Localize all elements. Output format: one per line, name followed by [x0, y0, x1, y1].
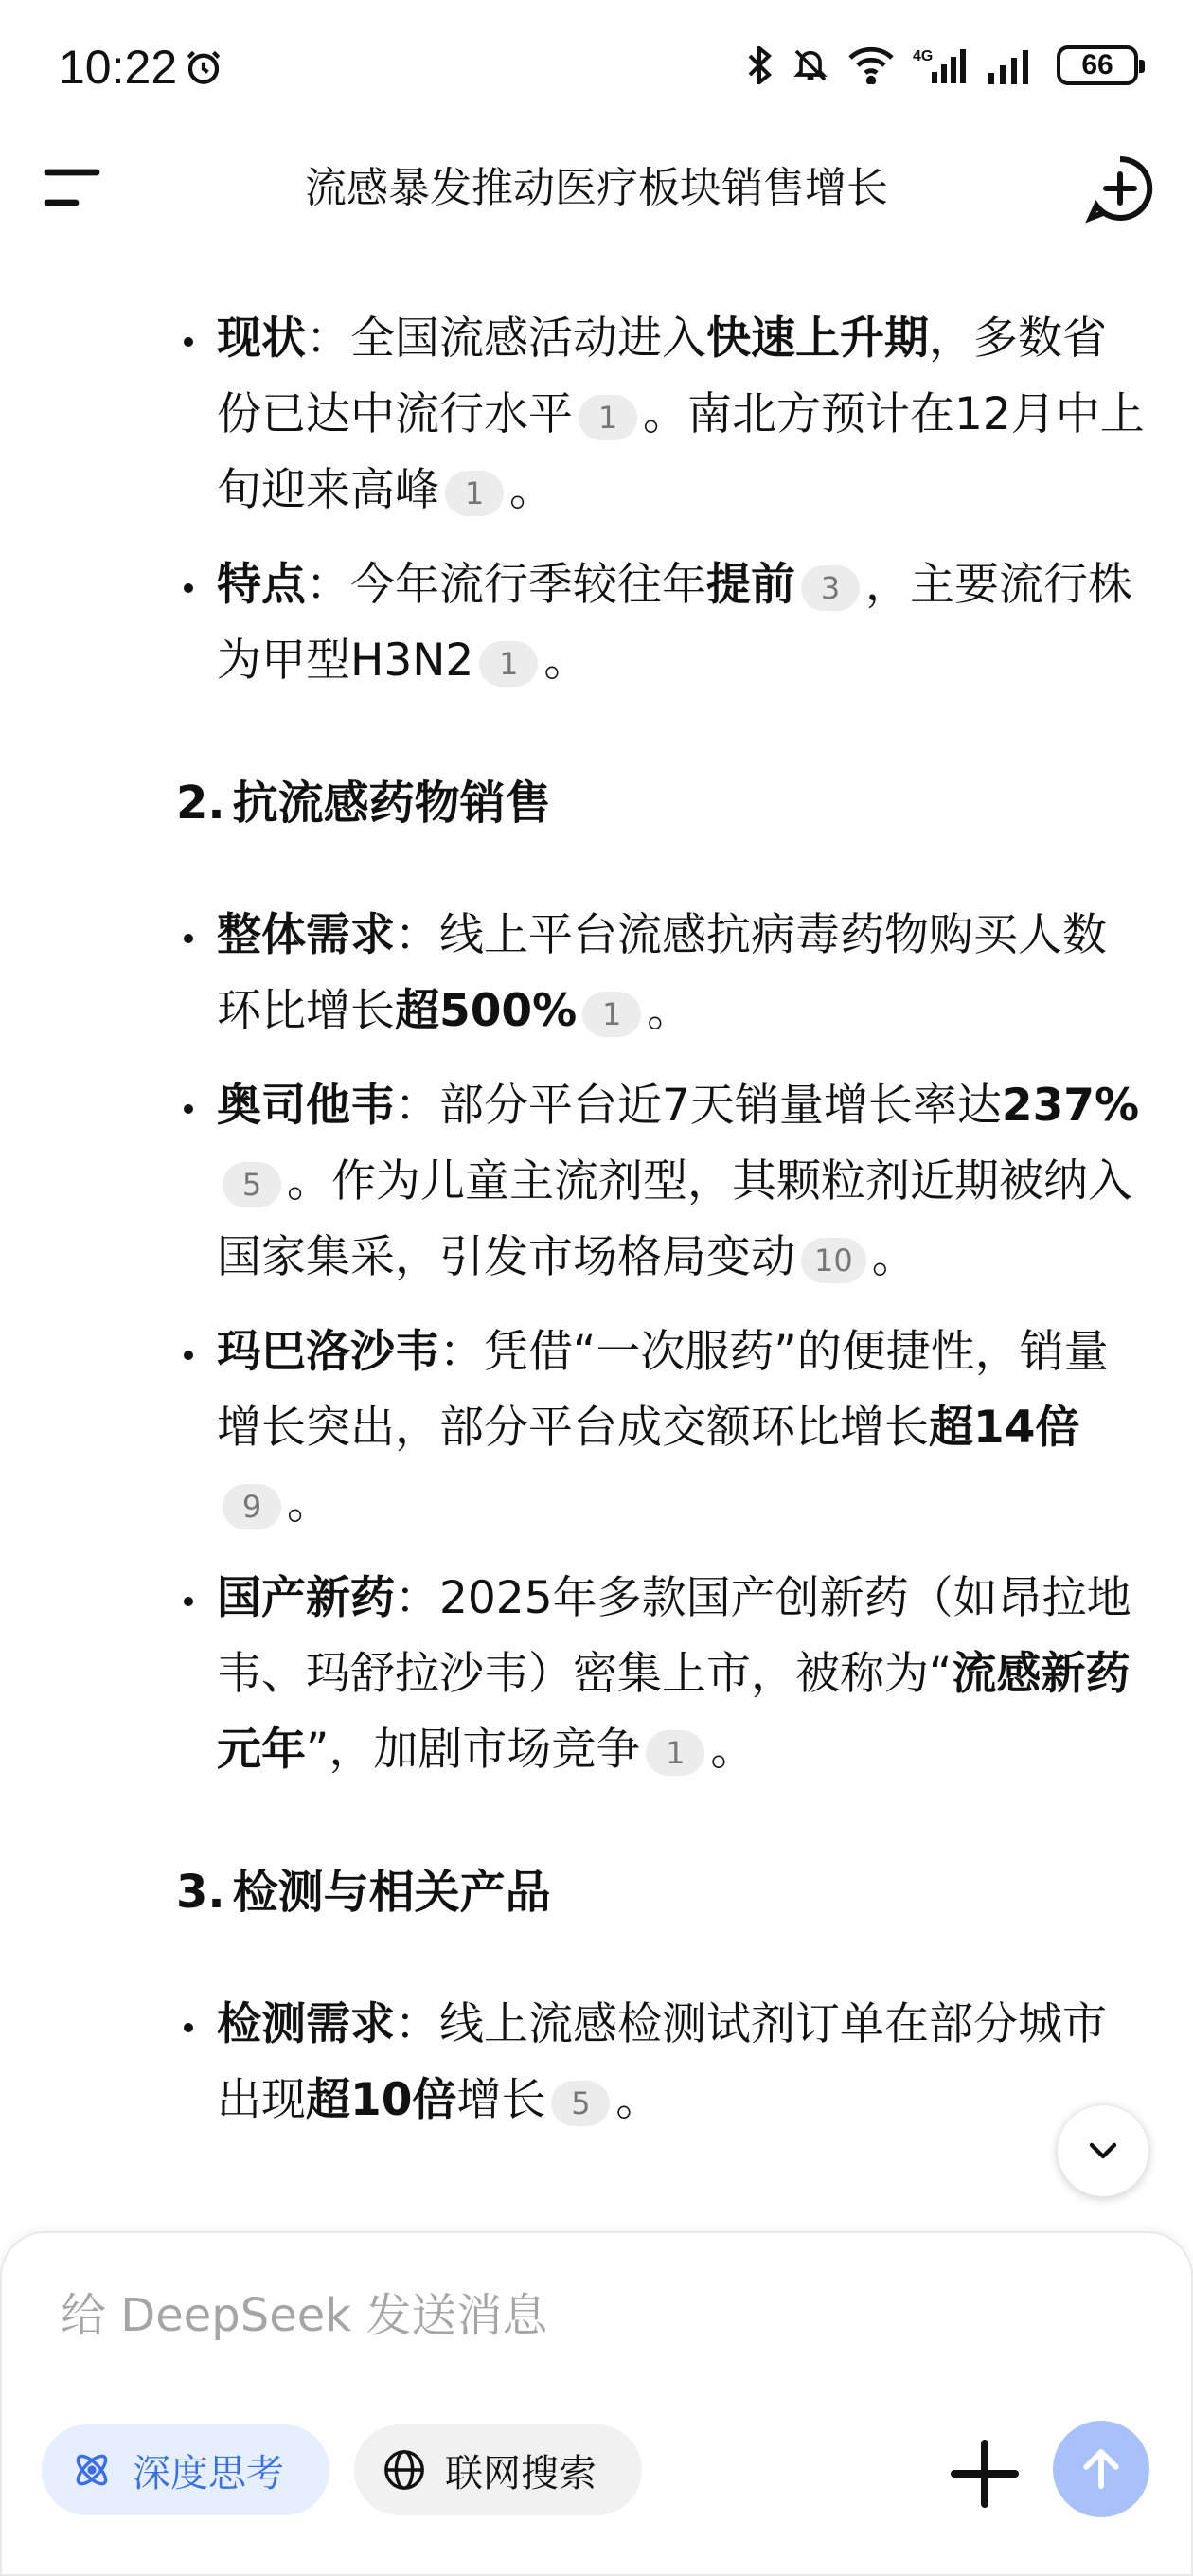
item-text: 。	[543, 635, 589, 687]
item-text: 。	[710, 1724, 756, 1776]
item-label: 玛巴洛沙韦	[217, 1326, 439, 1378]
chevron-down-icon	[1084, 2132, 1122, 2170]
4g-signal-icon	[913, 45, 968, 85]
item-text: 。	[647, 985, 692, 1037]
item-bold: 超500%	[395, 985, 578, 1037]
arrow-up-icon	[1076, 2443, 1127, 2495]
citation-badge[interactable]: 1	[646, 1730, 704, 1776]
item-text: 。	[509, 464, 554, 516]
section-number: 3.	[176, 1866, 225, 1919]
deep-think-label: 深度思考	[133, 2451, 284, 2496]
mute-icon	[792, 46, 829, 84]
atom-icon	[70, 2448, 114, 2492]
item-text: 增长	[456, 2074, 546, 2126]
item-text: ：全国流感活动进入	[306, 313, 706, 365]
attach-plus-icon[interactable]	[947, 2436, 1023, 2512]
item-label: 整体需求	[217, 909, 395, 961]
menu-icon[interactable]	[42, 161, 104, 214]
send-button[interactable]	[1053, 2421, 1149, 2517]
item-bold: 超14倍	[929, 1402, 1080, 1454]
section-title: 抗流感药物销售	[232, 777, 551, 830]
section-title: 检测与相关产品	[232, 1866, 551, 1919]
status-icons	[748, 42, 1138, 89]
web-search-toggle[interactable]	[354, 2424, 642, 2515]
list-item	[0, 547, 1193, 699]
citation-badge[interactable]: 5	[551, 2081, 610, 2126]
battery-level: 66	[1081, 49, 1113, 80]
status-time: 10:22	[59, 41, 178, 94]
list-item	[0, 1987, 1193, 2138]
deep-think-toggle[interactable]	[42, 2424, 329, 2515]
citation-badge[interactable]: 1	[479, 641, 538, 687]
message-composer	[0, 2231, 1193, 2576]
list-item	[0, 1068, 1193, 1296]
citation-badge[interactable]: 1	[582, 992, 641, 1037]
section3-list	[0, 1987, 1193, 2138]
item-bold: 流感新药元年	[217, 1648, 1131, 1776]
citation-badge[interactable]: 1	[579, 395, 637, 440]
citation-badge[interactable]: 3	[801, 565, 860, 611]
item-text: ，多数省份已达中流行水平	[217, 313, 1107, 440]
item-bold: 提前	[706, 559, 795, 611]
item-text: 。	[871, 1231, 917, 1283]
battery-icon	[1057, 45, 1138, 85]
chat-content[interactable]	[0, 237, 1193, 2226]
item-label: 国产新药	[217, 1572, 395, 1624]
item-label: 检测需求	[217, 1998, 395, 2050]
item-text: ，主要流行株为甲型H3N2	[217, 559, 1132, 687]
bluetooth-icon	[748, 46, 773, 84]
list-item	[0, 1561, 1193, 1788]
item-bold: 超10倍	[306, 2074, 457, 2126]
item-text: ”，加剧市场竞争	[306, 1724, 641, 1776]
list-item	[0, 301, 1193, 528]
web-search-label: 联网搜索	[445, 2451, 596, 2496]
list-item	[0, 1315, 1193, 1542]
item-text: ：线上平台流感抗病毒药物购买人数环比增长	[217, 909, 1107, 1037]
page-title: 流感暴发推动医疗板块销售增长	[305, 164, 888, 212]
item-bold: 快速上升期	[706, 313, 929, 365]
item-label: 奥司他韦	[217, 1080, 395, 1132]
section2-list	[0, 898, 1193, 1788]
item-label: 现状	[217, 313, 306, 365]
item-text: 。	[615, 2074, 661, 2126]
item-text: ：部分平台近7天销量增长率达	[395, 1080, 1002, 1132]
wifi-icon	[848, 46, 894, 84]
item-text: ：2025年多款国产创新药（如昂拉地韦、玛舒拉沙韦）密集上市，被称为“	[217, 1572, 1131, 1700]
item-text: ：凭借“一次服药”的便捷性，销量增长突出，部分平台成交额环比增长	[217, 1326, 1109, 1454]
item-label: 特点	[217, 559, 306, 611]
item-bold: 237%	[1001, 1080, 1140, 1132]
citation-badge[interactable]: 1	[445, 471, 504, 516]
citation-badge[interactable]: 5	[223, 1162, 281, 1208]
item-text: 。作为儿童主流剂型，其颗粒剂近期被纳入国家集采，引发市场格局变动	[217, 1155, 1132, 1283]
section1-list	[0, 301, 1193, 699]
item-text: 。	[287, 1477, 331, 1530]
item-text: ：线上流感检测试剂订单在部分城市出现	[217, 1998, 1107, 2126]
signal-icon	[987, 46, 1038, 84]
globe-icon	[383, 2448, 426, 2492]
citation-badge[interactable]: 10	[801, 1238, 866, 1283]
list-item	[0, 898, 1193, 1049]
message-input[interactable]: 给 DeepSeek 发送消息	[61, 2289, 548, 2342]
alarm-icon	[184, 47, 223, 87]
item-text: 。南北方预计在12月中上旬迎来高峰	[217, 388, 1145, 516]
section-heading	[0, 1854, 1193, 1930]
citation-badge[interactable]: 9	[223, 1484, 281, 1530]
item-text: ：今年流行季较往年	[306, 559, 706, 611]
app-header	[0, 133, 1193, 237]
new-chat-icon[interactable]	[1085, 153, 1155, 224]
svg-text:4G: 4G	[913, 48, 934, 64]
message-body	[0, 237, 1193, 2157]
section-heading	[0, 765, 1193, 841]
status-bar	[0, 0, 1193, 133]
scroll-to-bottom-button[interactable]	[1057, 2104, 1149, 2197]
section-number: 2.	[176, 777, 225, 830]
